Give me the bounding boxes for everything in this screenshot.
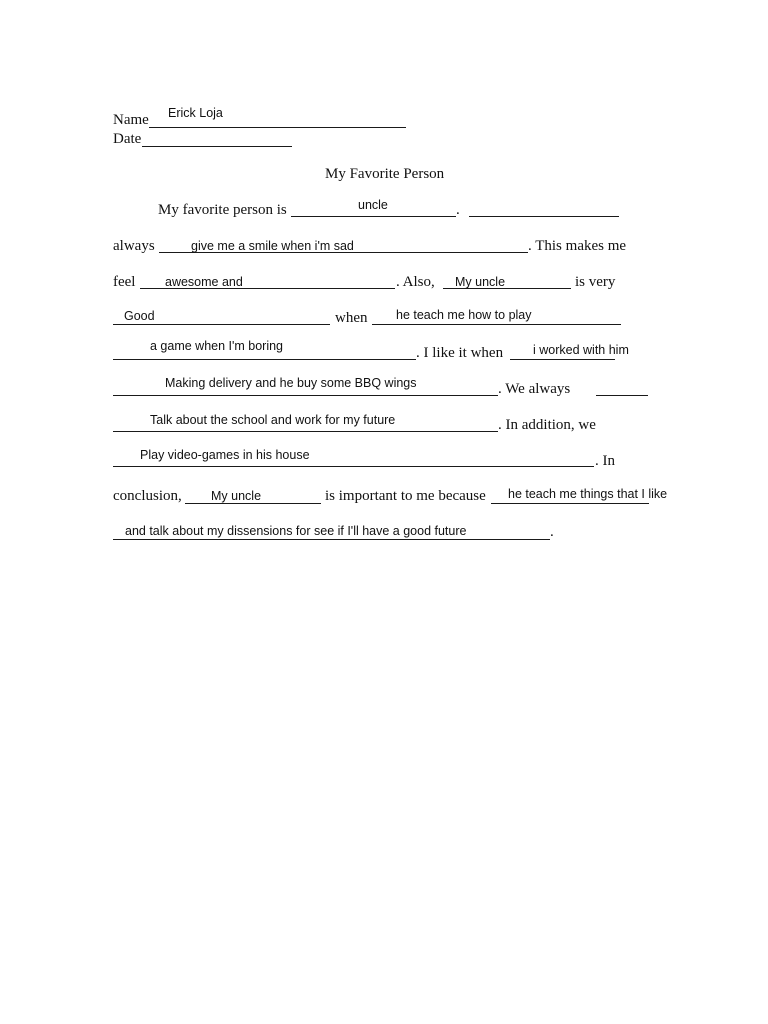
answer-favorite-person[interactable]: uncle [358, 198, 388, 212]
answer-like-it-when-cont[interactable]: Making delivery and he buy some BBQ wings [165, 376, 417, 390]
answer-like-it-when[interactable]: i worked with him [533, 343, 629, 357]
prompt-text-9: . We always [498, 381, 571, 397]
answer-we-always[interactable]: Talk about the school and work for my future [150, 413, 396, 427]
blank-line-11 [113, 431, 498, 432]
blank-line-13 [185, 503, 321, 504]
prompt-text-11: . In [595, 453, 615, 469]
period-2: . [550, 524, 554, 540]
prompt-text-6: is very [575, 274, 616, 290]
answer-because-cont[interactable]: and talk about my dissensions for see if I'll have a good future [125, 524, 467, 538]
date-field[interactable] [146, 129, 286, 143]
prompt-text-4: feel [113, 274, 136, 290]
answer-in-addition[interactable]: Play video-games in his house [140, 448, 310, 462]
prompt-text-12: conclusion, [113, 488, 182, 504]
answer-when[interactable]: he teach me how to play [396, 308, 532, 322]
blank-line-7 [113, 359, 416, 360]
period-1: . [456, 202, 460, 218]
name-field[interactable]: Erick Loja [168, 106, 223, 120]
prompt-text-8: . I like it when [416, 345, 504, 361]
prompt-text-3: . This makes me [528, 238, 627, 254]
prompt-text-13: is important to me because [325, 488, 486, 504]
prompt-text-7: when [335, 310, 368, 326]
date-label: Date [113, 131, 142, 147]
blank-line-14 [491, 503, 649, 504]
answer-very[interactable]: Good [124, 309, 155, 323]
blank-line-12 [113, 466, 594, 467]
answer-because[interactable]: he teach me things that I like [508, 487, 668, 501]
blank-line-10 [596, 395, 648, 396]
date-line [142, 146, 292, 147]
prompt-text-1: My favorite person is [158, 202, 287, 218]
blank-line-1 [291, 216, 456, 217]
blank-line-1b [469, 216, 619, 217]
prompt-text-2: always [113, 238, 155, 254]
answer-always[interactable]: give me a smile when i'm sad [191, 239, 354, 253]
answer-conclusion[interactable]: My uncle [211, 489, 262, 503]
answer-feel[interactable]: awesome and [165, 275, 243, 289]
blank-line-8 [510, 359, 615, 360]
name-label: Name [113, 112, 149, 128]
answer-also[interactable]: My uncle [455, 275, 506, 289]
blank-line-9 [113, 395, 498, 396]
answer-when-cont[interactable]: a game when I'm boring [150, 339, 284, 353]
prompt-text-5: . Also, [396, 274, 435, 290]
blank-line-6 [372, 324, 621, 325]
worksheet-title: My Favorite Person [325, 166, 445, 182]
prompt-text-10: . In addition, we [498, 417, 596, 433]
name-line [149, 127, 406, 128]
blank-line-5 [113, 324, 330, 325]
blank-line-15 [113, 539, 550, 540]
